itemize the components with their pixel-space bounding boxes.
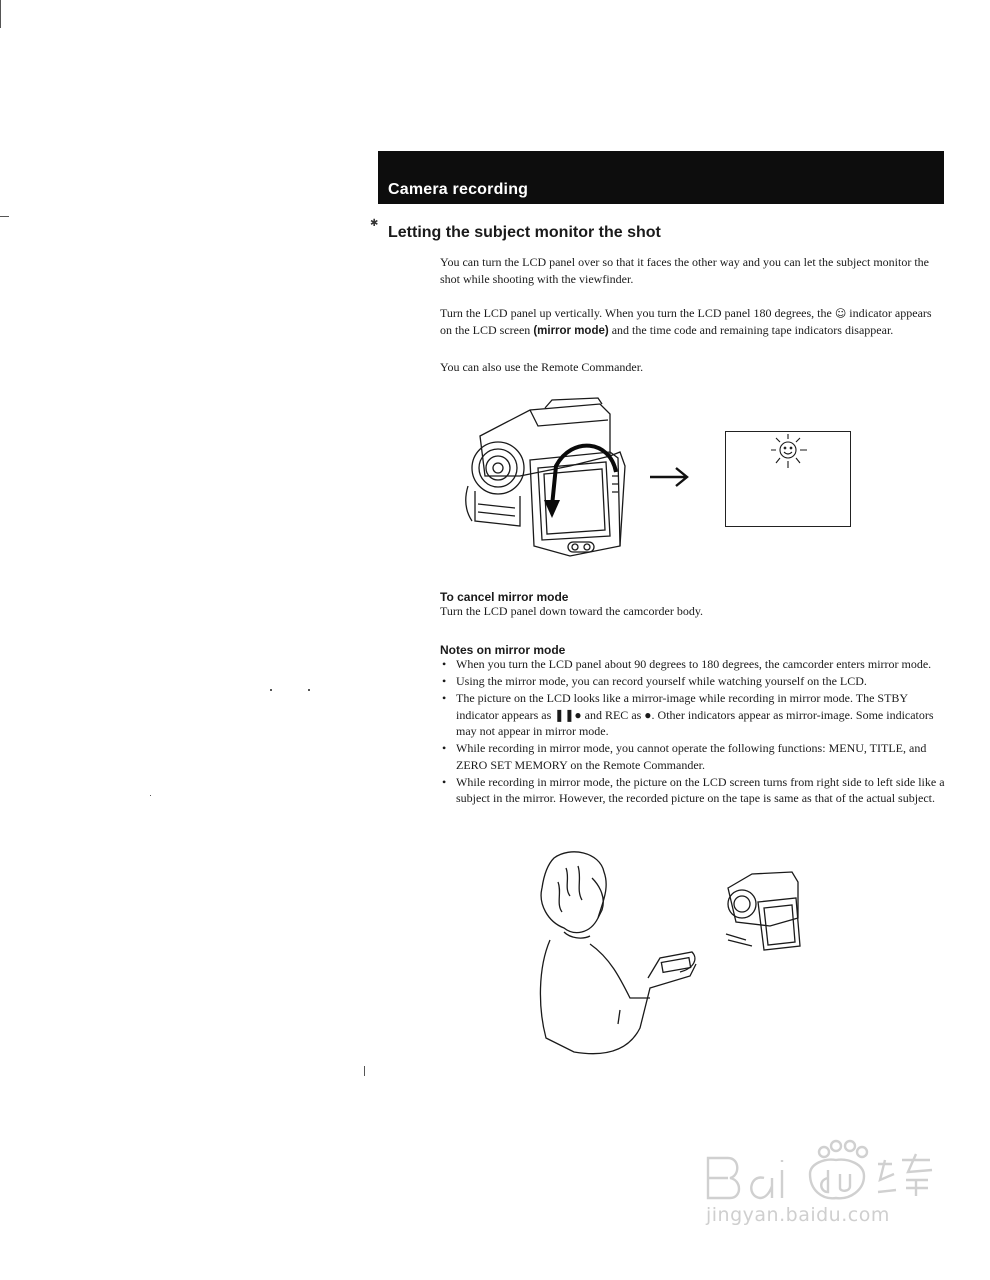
page-heading: Letting the subject monitor the shot	[388, 224, 661, 241]
note-item: • When you turn the LCD panel about 90 degrees to 180 degrees, the camcorder enters mirror mode.	[440, 656, 948, 673]
scan-mark	[270, 689, 272, 691]
lcd-screen-diagram	[725, 431, 851, 527]
scan-mark	[364, 1066, 365, 1076]
note-item: • The picture on the LCD looks like a mirror-image while recording in mirror mode. The STBY indicator appears as ❚❚● and REC as ●. Other indicators appear as mirror-image. Some indicators may not appear in mirror mode.	[440, 690, 948, 740]
camcorder-illustration	[460, 396, 630, 568]
cancel-mirror-text: Turn the LCD panel down toward the camcorder body.	[440, 604, 704, 618]
note-item: • Using the mirror mode, you can record yourself while watching yourself on the LCD.	[440, 673, 948, 690]
scan-mark	[308, 689, 310, 691]
note-item: • While recording in mirror mode, you cannot operate the following functions: MENU, TITLE, and ZERO SET MEMORY on the Remote Commander.	[440, 740, 948, 773]
sun-indicator-icon	[726, 432, 850, 526]
baidu-logo-icon	[700, 1130, 940, 1202]
cancel-mirror-heading: To cancel mirror mode	[440, 590, 569, 604]
remote-paragraph: You can also use the Remote Commander.	[440, 360, 644, 374]
scan-mark	[150, 795, 151, 796]
smiley-icon: ☺	[834, 307, 847, 320]
watermark-url: jingyan.baidu.com	[706, 1204, 890, 1226]
section-header-bar	[378, 151, 944, 204]
scan-mark	[0, 216, 9, 217]
instruction-text-middle: indicator appears on the LCD screen	[440, 306, 932, 337]
star-icon: ✱	[370, 218, 379, 229]
notes-heading: Notes on mirror mode	[440, 643, 566, 657]
section-title: Camera recording	[388, 181, 529, 198]
scan-mark	[0, 0, 1, 28]
instruction-text-end: and the time code and remaining tape indicators disappear.	[611, 323, 894, 337]
subject-with-remote-illustration	[520, 848, 820, 1058]
notes-list	[440, 656, 948, 807]
instruction-paragraph	[440, 305, 936, 340]
baidu-watermark	[700, 1130, 940, 1240]
intro-paragraph: You can turn the LCD panel over so that it faces the other way and you can let the subject monitor the shot while shooting with the viewfinder.	[440, 255, 929, 286]
instruction-text-start: Turn the LCD panel up vertically. When you turn the LCD panel 180 degrees, the	[440, 306, 832, 320]
right-arrow-icon	[648, 465, 690, 489]
note-item: • While recording in mirror mode, the picture on the LCD screen turns from right side to left side like a subject in the mirror. However, the recorded picture on the tape is same as that of the actual subject.	[440, 774, 948, 807]
mirror-mode-term: (mirror mode)	[533, 325, 609, 337]
